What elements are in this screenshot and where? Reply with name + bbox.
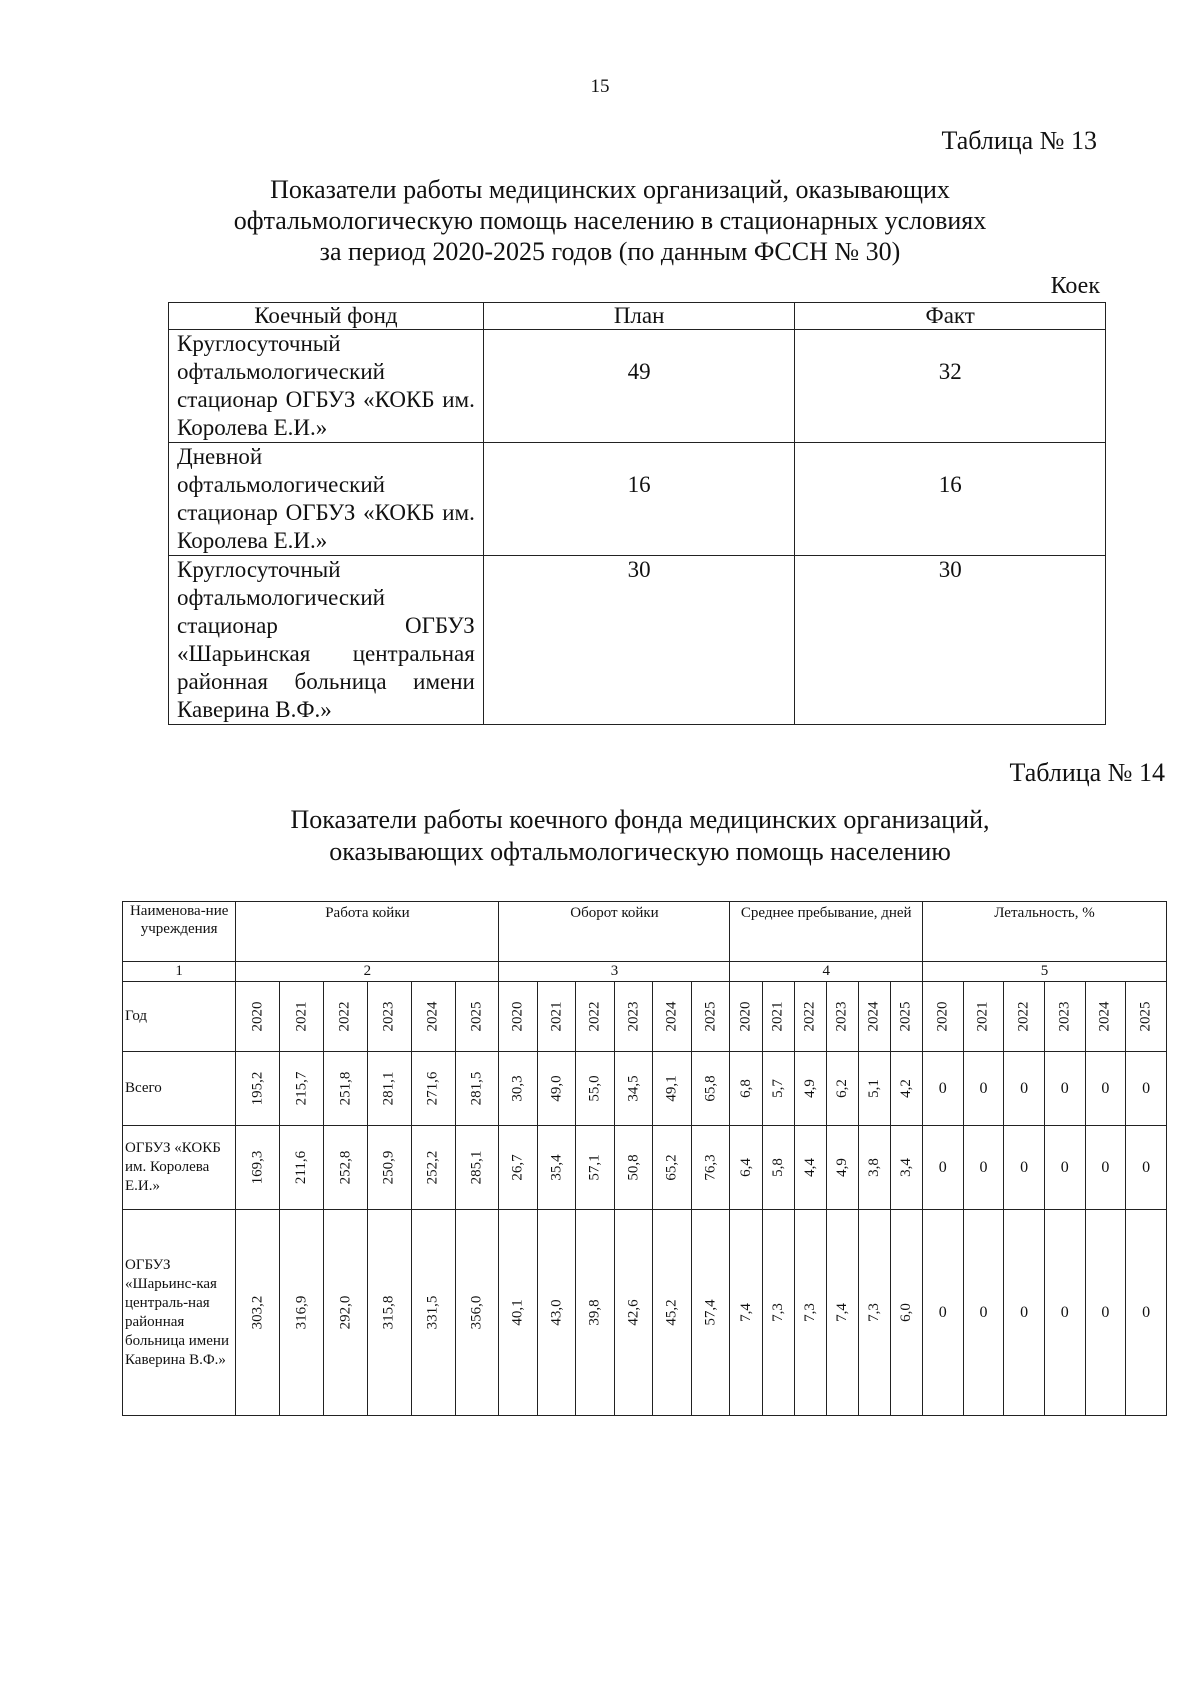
row-name: Круглосуточный офтальмологический стационар ОГБУЗ «Шарьинская центральная районная больница имени Каверина В.Ф.»: [169, 556, 484, 725]
lethality-cell: [963, 1052, 1004, 1126]
table-row: [169, 556, 1106, 725]
avg-stay-value: 5,7: [769, 1079, 786, 1098]
plan-value: 49: [627, 359, 651, 384]
year-value: 2020: [249, 1001, 266, 1032]
header-bed-turnover: Оборот койки: [499, 902, 730, 962]
avg-stay-value: 3,8: [865, 1158, 882, 1177]
avg-stay-cell: [794, 1126, 826, 1210]
lethality-value: 0: [979, 1303, 988, 1321]
table-row: [123, 1052, 1167, 1126]
year-value: 2021: [548, 1001, 565, 1032]
year-value: 2023: [625, 1001, 642, 1032]
bed-work-value: 315,8: [380, 1295, 397, 1330]
plan-value: 30: [627, 557, 651, 582]
avg-stay-cell: [826, 1210, 858, 1416]
bed-work-cell: [367, 1052, 411, 1126]
bed-turnover-cell: [576, 1210, 615, 1416]
lethality-value: 0: [1020, 1079, 1029, 1097]
table-13: [168, 302, 1106, 725]
year-value: 2022: [801, 1001, 818, 1032]
bed-turnover-value: 57,1: [586, 1154, 603, 1181]
avg-stay-cell: [762, 1052, 794, 1126]
avg-stay-value: 7,4: [737, 1303, 754, 1322]
avg-stay-cell: [826, 1126, 858, 1210]
avg-stay-cell: [890, 1210, 922, 1416]
avg-stay-cell: [858, 1126, 890, 1210]
bed-turnover-value: 55,0: [586, 1075, 603, 1102]
avg-stay-cell: [762, 1126, 794, 1210]
year-value: 2021: [293, 1001, 310, 1032]
avg-stay-cell: [858, 1210, 890, 1416]
column-number: 5: [922, 962, 1166, 982]
avg-stay-cell: [858, 1052, 890, 1126]
year-cell: [1126, 982, 1167, 1052]
fact-cell: [795, 556, 1106, 725]
bed-turnover-cell: [691, 1126, 730, 1210]
bed-work-value: 285,1: [468, 1150, 485, 1185]
lethality-value: 0: [979, 1079, 988, 1097]
avg-stay-cell: [762, 1210, 794, 1416]
year-cell: [653, 982, 692, 1052]
bed-work-value: 169,3: [249, 1150, 266, 1185]
avg-stay-cell: [794, 1210, 826, 1416]
avg-stay-cell: [730, 1052, 762, 1126]
year-cell: [826, 982, 858, 1052]
bed-turnover-value: 42,6: [625, 1299, 642, 1326]
year-value: 2025: [897, 1001, 914, 1032]
plan-cell: [483, 556, 795, 725]
year-cell: [236, 982, 280, 1052]
year-cell: [455, 982, 499, 1052]
bed-work-value: 292,0: [336, 1295, 353, 1330]
avg-stay-value: 4,9: [833, 1158, 850, 1177]
avg-stay-cell: [794, 1052, 826, 1126]
avg-stay-value: 7,3: [801, 1303, 818, 1322]
avg-stay-cell: [730, 1126, 762, 1210]
year-cell: [324, 982, 368, 1052]
year-cell: [411, 982, 455, 1052]
year-cell: [1044, 982, 1085, 1052]
bed-work-cell: [411, 1210, 455, 1416]
bed-work-value: 251,8: [336, 1071, 353, 1106]
year-value: 2024: [1096, 1001, 1113, 1032]
bed-work-cell: [280, 1210, 324, 1416]
lethality-cell: [1126, 1210, 1167, 1416]
year-cell: [922, 982, 963, 1052]
bed-turnover-cell: [576, 1126, 615, 1210]
table-13-unit: Коек: [1050, 273, 1100, 299]
bed-turnover-value: 39,8: [586, 1299, 603, 1326]
year-cell: [963, 982, 1004, 1052]
header-plan: План: [483, 303, 795, 330]
bed-work-cell: [455, 1210, 499, 1416]
bed-turnover-cell: [499, 1126, 538, 1210]
bed-work-value: 215,7: [293, 1071, 310, 1106]
lethality-value: 0: [1101, 1303, 1110, 1321]
avg-stay-cell: [730, 1210, 762, 1416]
bed-work-value: 250,9: [380, 1150, 397, 1185]
year-value: 2022: [336, 1001, 353, 1032]
plan-cell: [483, 330, 795, 443]
lethality-value: 0: [1142, 1303, 1151, 1321]
avg-stay-value: 3,4: [897, 1158, 914, 1177]
bed-turnover-value: 43,0: [548, 1299, 565, 1326]
bed-turnover-cell: [537, 1126, 576, 1210]
year-value: 2024: [663, 1001, 680, 1032]
lethality-cell: [963, 1210, 1004, 1416]
year-cell: [858, 982, 890, 1052]
year-cell: [499, 982, 538, 1052]
lethality-value: 0: [938, 1158, 947, 1176]
year-cell: [730, 982, 762, 1052]
header-bed-fund: Коечный фонд: [169, 303, 484, 330]
bed-work-value: 211,6: [293, 1150, 310, 1185]
lethality-cell: [963, 1126, 1004, 1210]
lethality-value: 0: [1142, 1158, 1151, 1176]
group-header-row: [123, 902, 1167, 962]
bed-work-cell: [236, 1126, 280, 1210]
year-value: 2023: [380, 1001, 397, 1032]
table-13-title: [160, 174, 1060, 267]
bed-turnover-value: 45,2: [663, 1299, 680, 1326]
lethality-value: 0: [1020, 1158, 1029, 1176]
year-cell: [367, 982, 411, 1052]
page-number: 15: [590, 76, 610, 97]
row-name: Дневной офтальмологический стационар ОГБУЗ «КОКБ им. Королева Е.И.»: [169, 443, 484, 556]
row-name: Круглосуточный офтальмологический стационар ОГБУЗ «КОКБ им. Королева Е.И.»: [169, 330, 484, 443]
year-cell: [691, 982, 730, 1052]
lethality-cell: [1085, 1126, 1126, 1210]
bed-work-cell: [280, 1052, 324, 1126]
column-number-row: [123, 962, 1167, 982]
bed-work-value: 303,2: [249, 1295, 266, 1330]
year-cell: [794, 982, 826, 1052]
year-value: 2025: [468, 1001, 485, 1032]
row-name: Всего: [123, 1052, 236, 1126]
bed-turnover-cell: [653, 1126, 692, 1210]
avg-stay-value: 6,0: [897, 1303, 914, 1322]
header-lethality: Летальность, %: [922, 902, 1166, 962]
bed-turnover-cell: [614, 1126, 653, 1210]
avg-stay-value: 5,1: [865, 1079, 882, 1098]
bed-work-cell: [280, 1126, 324, 1210]
bed-turnover-value: 50,8: [625, 1154, 642, 1181]
fact-value: 32: [938, 359, 962, 384]
table-13-title-line: Показатели работы медицинских организаций, оказывающих: [270, 175, 950, 204]
lethality-cell: [1004, 1126, 1045, 1210]
year-value: 2023: [833, 1001, 850, 1032]
bed-turnover-value: 35,4: [548, 1154, 565, 1181]
lethality-cell: [1126, 1052, 1167, 1126]
avg-stay-value: 6,8: [737, 1079, 754, 1098]
avg-stay-value: 4,9: [801, 1079, 818, 1098]
bed-work-cell: [324, 1126, 368, 1210]
table-row: [123, 1210, 1167, 1416]
bed-work-cell: [411, 1126, 455, 1210]
bed-work-cell: [367, 1126, 411, 1210]
bed-turnover-cell: [537, 1210, 576, 1416]
bed-work-cell: [236, 1210, 280, 1416]
bed-work-value: 356,0: [468, 1295, 485, 1330]
avg-stay-value: 5,8: [769, 1158, 786, 1177]
bed-turnover-cell: [576, 1052, 615, 1126]
fact-value: 16: [938, 472, 962, 497]
lethality-value: 0: [938, 1079, 947, 1097]
bed-turnover-cell: [614, 1052, 653, 1126]
avg-stay-value: 7,3: [865, 1303, 882, 1322]
year-cell: [1085, 982, 1126, 1052]
year-label: Год: [123, 982, 236, 1052]
lethality-value: 0: [979, 1158, 988, 1176]
bed-turnover-cell: [653, 1052, 692, 1126]
year-value: 2020: [509, 1001, 526, 1032]
avg-stay-value: 7,4: [833, 1303, 850, 1322]
bed-work-value: 195,2: [249, 1071, 266, 1106]
bed-turnover-cell: [499, 1052, 538, 1126]
bed-turnover-value: 49,1: [663, 1075, 680, 1102]
year-value: 2022: [586, 1001, 603, 1032]
bed-work-cell: [411, 1052, 455, 1126]
lethality-value: 0: [1060, 1079, 1069, 1097]
table-14: [122, 901, 1167, 1416]
bed-work-cell: [324, 1210, 368, 1416]
bed-turnover-cell: [614, 1210, 653, 1416]
lethality-value: 0: [1020, 1303, 1029, 1321]
lethality-value: 0: [1101, 1079, 1110, 1097]
avg-stay-value: 6,4: [737, 1158, 754, 1177]
lethality-value: 0: [938, 1303, 947, 1321]
bed-turnover-value: 40,1: [509, 1299, 526, 1326]
avg-stay-cell: [826, 1052, 858, 1126]
table-13-title-line: за период 2020-2025 годов (по данным ФССН № 30): [319, 237, 901, 266]
bed-work-value: 271,6: [424, 1071, 441, 1106]
column-number: 1: [123, 962, 236, 982]
avg-stay-cell: [890, 1126, 922, 1210]
bed-work-cell: [455, 1052, 499, 1126]
year-cell: [537, 982, 576, 1052]
lethality-value: 0: [1101, 1158, 1110, 1176]
lethality-cell: [922, 1126, 963, 1210]
year-value: 2023: [1056, 1001, 1073, 1032]
bed-work-value: 331,5: [424, 1295, 441, 1330]
year-cell: [576, 982, 615, 1052]
bed-turnover-value: 26,7: [509, 1154, 526, 1181]
lethality-cell: [1004, 1052, 1045, 1126]
lethality-value: 0: [1142, 1079, 1151, 1097]
column-number: 4: [730, 962, 923, 982]
bed-turnover-cell: [537, 1052, 576, 1126]
header-bed-work: Работа койки: [236, 902, 499, 962]
lethality-cell: [1126, 1126, 1167, 1210]
row-name: ОГБУЗ «Шарьинс-кая централь-ная районная больница имени Каверина В.Ф.»: [123, 1210, 236, 1416]
bed-turnover-cell: [691, 1052, 730, 1126]
bed-work-cell: [367, 1210, 411, 1416]
avg-stay-value: 6,2: [833, 1079, 850, 1098]
avg-stay-cell: [890, 1052, 922, 1126]
header-institution: Наименова-ние учреждения: [123, 902, 236, 962]
year-value: 2021: [769, 1001, 786, 1032]
bed-turnover-cell: [691, 1210, 730, 1416]
table-row: [123, 1126, 1167, 1210]
header-fact: Факт: [795, 303, 1106, 330]
lethality-cell: [1085, 1052, 1126, 1126]
year-value: 2021: [974, 1001, 991, 1032]
year-value: 2025: [1137, 1001, 1154, 1032]
lethality-cell: [1044, 1052, 1085, 1126]
bed-turnover-value: 49,0: [548, 1075, 565, 1102]
bed-work-value: 252,2: [424, 1150, 441, 1185]
lethality-cell: [1044, 1126, 1085, 1210]
bed-work-cell: [455, 1126, 499, 1210]
header-average-stay: Среднее пребывание, дней: [730, 902, 923, 962]
table-13-label: Таблица № 13: [941, 126, 1097, 155]
year-cell: [1004, 982, 1045, 1052]
lethality-cell: [1085, 1210, 1126, 1416]
year-value: 2024: [424, 1001, 441, 1032]
table-14-title-line: оказывающих офтальмологическую помощь населению: [329, 837, 951, 866]
bed-work-value: 281,1: [380, 1071, 397, 1106]
year-value: 2024: [865, 1001, 882, 1032]
year-value: 2022: [1015, 1001, 1032, 1032]
bed-turnover-value: 57,4: [702, 1299, 719, 1326]
year-cell: [614, 982, 653, 1052]
table-row: [169, 330, 1106, 443]
bed-turnover-value: 65,8: [702, 1075, 719, 1102]
bed-turnover-value: 34,5: [625, 1075, 642, 1102]
bed-turnover-value: 76,3: [702, 1154, 719, 1181]
avg-stay-value: 4,2: [897, 1079, 914, 1098]
table-14-title: [140, 804, 1140, 868]
bed-work-cell: [324, 1052, 368, 1126]
lethality-cell: [1004, 1210, 1045, 1416]
table-13-title-line: офтальмологическую помощь населению в стационарных условиях: [233, 206, 987, 235]
table-row: [169, 443, 1106, 556]
year-value: 2020: [737, 1001, 754, 1032]
year-cell: [280, 982, 324, 1052]
lethality-value: 0: [1060, 1303, 1069, 1321]
table-header-row: [169, 303, 1106, 330]
lethality-cell: [922, 1210, 963, 1416]
bed-work-value: 252,8: [336, 1150, 353, 1185]
bed-turnover-value: 30,3: [509, 1075, 526, 1102]
table-14-label: Таблица № 14: [1009, 758, 1165, 787]
year-value: 2025: [702, 1001, 719, 1032]
year-cell: [762, 982, 794, 1052]
bed-turnover-value: 65,2: [663, 1154, 680, 1181]
fact-cell: [795, 330, 1106, 443]
bed-work-value: 281,5: [468, 1071, 485, 1106]
plan-cell: [483, 443, 795, 556]
row-name: ОГБУЗ «КОКБ им. Королева Е.И.»: [123, 1126, 236, 1210]
lethality-cell: [1044, 1210, 1085, 1416]
year-cell: [890, 982, 922, 1052]
bed-turnover-cell: [653, 1210, 692, 1416]
plan-value: 16: [627, 472, 651, 497]
column-number: 2: [236, 962, 499, 982]
avg-stay-value: 4,4: [801, 1158, 818, 1177]
fact-value: 30: [938, 557, 962, 582]
table-14-title-line: Показатели работы коечного фонда медицинских организаций,: [290, 805, 990, 834]
lethality-value: 0: [1060, 1158, 1069, 1176]
year-row: [123, 982, 1167, 1052]
bed-turnover-cell: [499, 1210, 538, 1416]
column-number: 3: [499, 962, 730, 982]
bed-work-value: 316,9: [293, 1295, 310, 1330]
year-value: 2020: [934, 1001, 951, 1032]
lethality-cell: [922, 1052, 963, 1126]
fact-cell: [795, 443, 1106, 556]
bed-work-cell: [236, 1052, 280, 1126]
avg-stay-value: 7,3: [769, 1303, 786, 1322]
